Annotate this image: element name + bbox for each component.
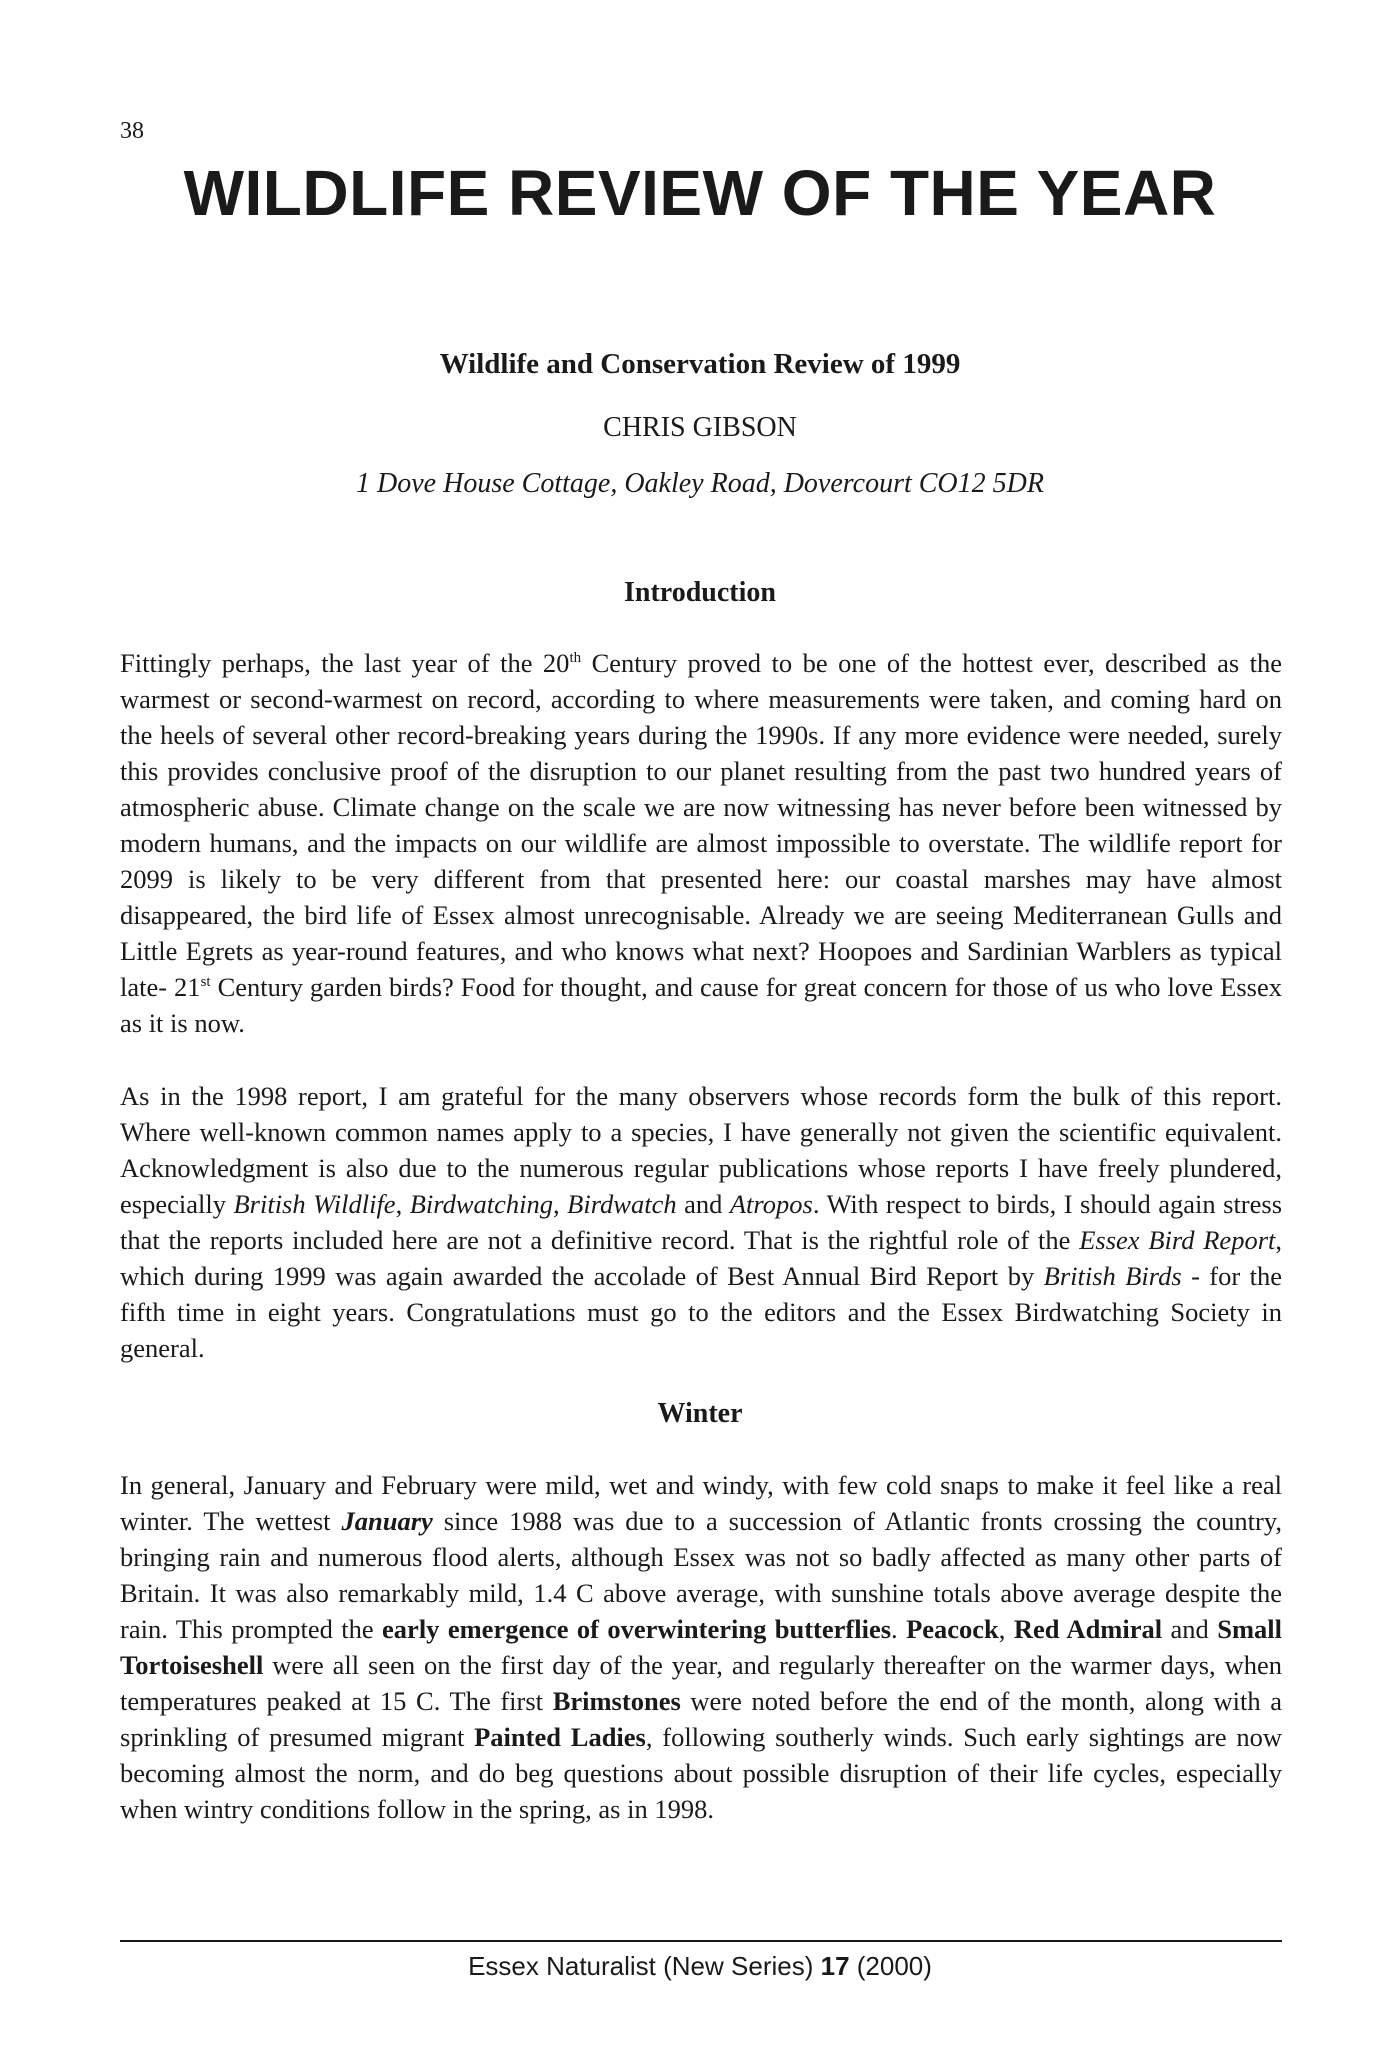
section-heading-winter: Winter [657,1398,743,1429]
winter-paragraph-1: In general, January and February were mild, wet and windy, with few cold snaps to make it feel like a real winter. The wettest January since 1988 was due to a succession of Atlantic fronts crossing the country, bringing rain and numerous flood alerts, although Essex was not so badly affected as many other parts of Britain. It was also remarkably mild, 1.4 C above average, with sunshine totals above average despite the rain. This prompted the early emergence of overwintering butterflies. Peacock, Red Admiral and Small Tortoiseshell were all seen on the first day of the year, and regularly thereafter on the warmer days, when temperatures peaked at 15 C. The first Brimstones were noted before the end of the month, along with a sprinkling of presumed migrant Painted Ladies, following southerly winds. Such early sightings are now becoming almost the norm, and do beg questions about possible disruption of their life cycles, especially when wintry conditions follow in the spring, as in 1998. [120,1470,1283,1824]
intro-paragraph-2: As in the 1998 report, I am grateful for the many observers whose records form the bulk of this report. Where well-known common names apply to a species, I have generally not given the scientific equivalent. Acknowledgment is also due to the numerous regular publications whose reports I have freely plundered, especially British Wildlife, Birdwatching, Birdwatch and Atropos. With respect to birds, I should again stress that the reports included here are not a definitive record. That is the rightful role of the Essex Bird Report, which during 1999 was again awarded the accolade of Best Annual Bird Report by British Birds - for the fifth time in eight years. Congratulations must go to the editors and the Essex Birdwatching Society in general. [120,1081,1283,1363]
author-address: 1 Dove House Cottage, Oakley Road, Dovercourt CO12 5DR [356,468,1044,499]
footer-year: (2000) [849,1951,932,1981]
page-number: 38 [120,118,144,144]
footer-journal: Essex Naturalist (New Series) [468,1951,821,1981]
article-author: CHRIS GIBSON [603,412,797,443]
footer [0,1951,1400,1982]
section-heading-introduction: Introduction [624,577,776,608]
intro-paragraph-1: Fittingly perhaps, the last year of the 20th Century proved to be one of the hottest ever, described as the warmest or second-warmest on record, according to where measurements were taken, and coming hard on the heels of several other record-breaking years during the 1990s. If any more evidence were needed, surely this provides conclusive proof of the disruption to our planet resulting from the past two hundred years of atmospheric abuse. Climate change on the scale we are now witnessing has never before been witnessed by modern humans, and the impacts on our wildlife are almost impossible to overstate. The wildlife report for 2099 is likely to be very different from that presented here: our coastal marshes may have almost disappeared, the bird life of Essex almost unrecognisable. Already we are seeing Mediterranean Gulls and Little Egrets as year-round features, and who knows what next? Hoopoes and Sardinian Warblers as typical late- 21st Century garden birds? Food for thought, and cause for great concern for those of us who love Essex as it is now. [120,648,1282,1038]
footer-volume: 17 [820,1951,850,1981]
main-title: WILDLIFE REVIEW OF THE YEAR [183,157,1217,229]
footer-rule [120,1940,1282,1942]
article-title: Wildlife and Conservation Review of 1999 [439,348,961,380]
